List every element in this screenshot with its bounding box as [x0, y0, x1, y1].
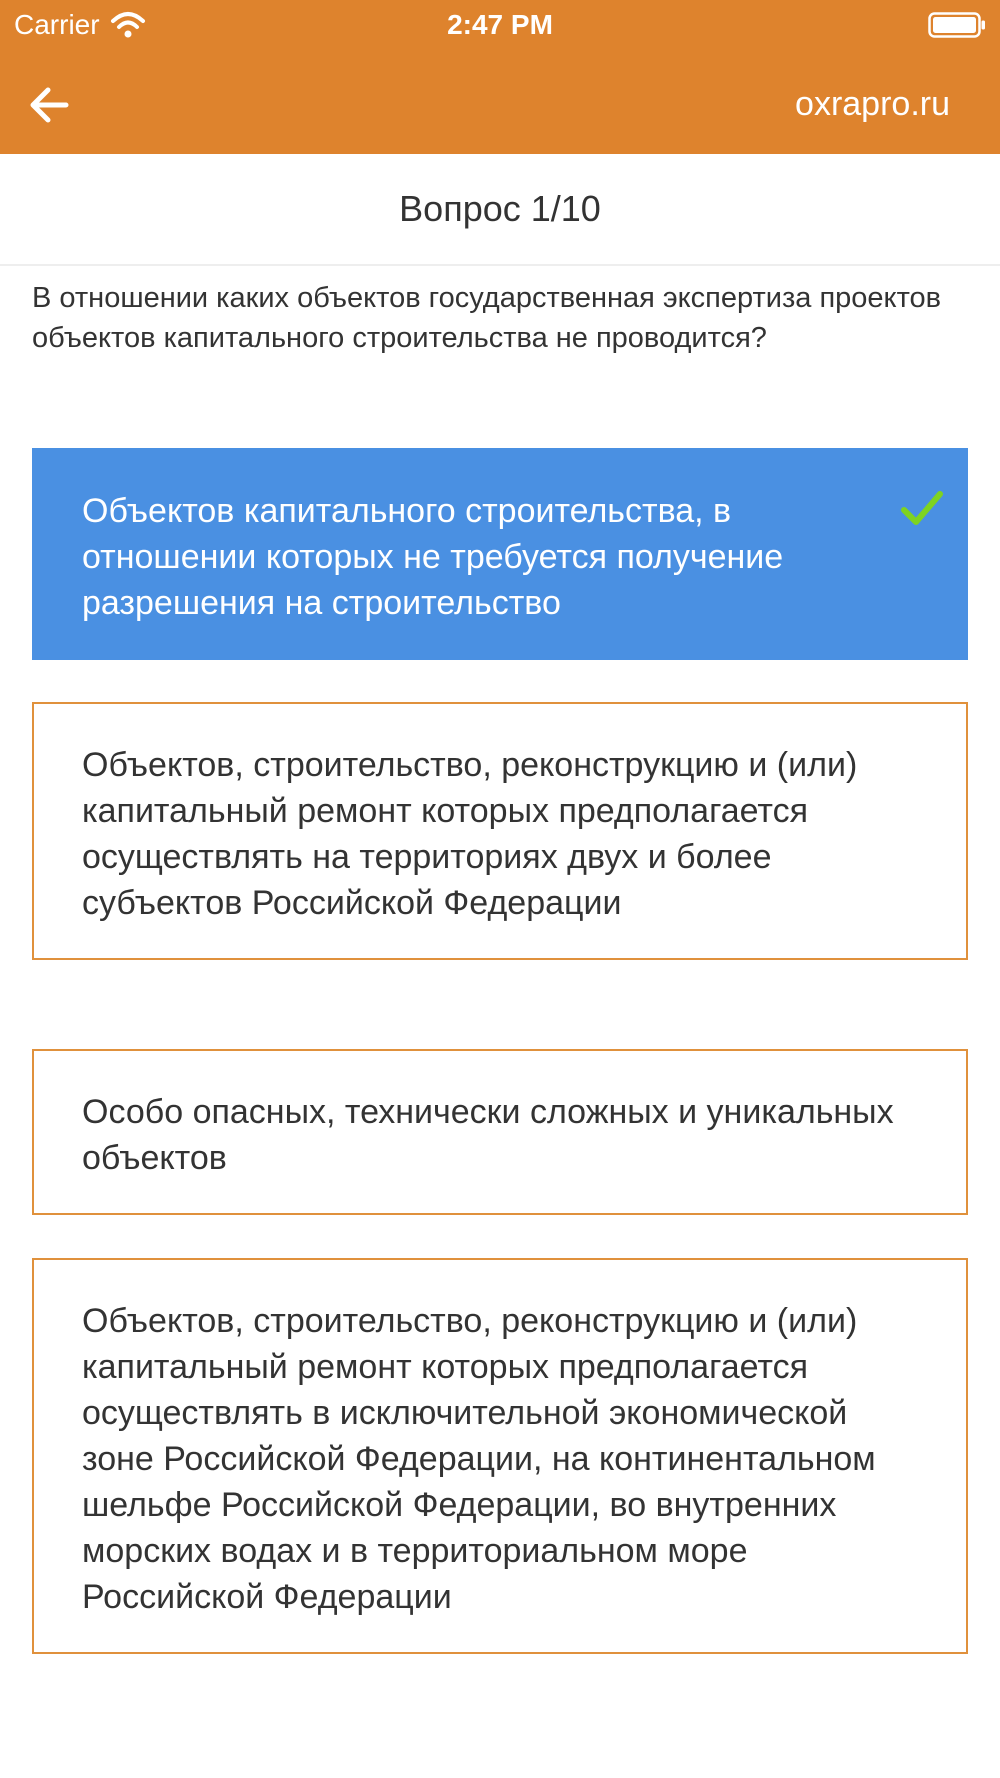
status-time: 2:47 PM: [447, 9, 553, 40]
site-link[interactable]: oxrapro.ru: [795, 85, 950, 123]
carrier-label: Carrier: [14, 9, 100, 40]
answer-text: Объектов, строительство, реконструкцию и (или) капитальный ремонт которых предполагается осуществлять в исключительной экономической зоне Российской Федерации, на континентальном шельфе Российской Федерации, во внутренних морских водах и в территориальном море Российской Федерации: [82, 1302, 876, 1616]
answer-text: Особо опасных, технически сложных и уникальных объектов: [82, 1093, 894, 1177]
checkmark-icon: [900, 488, 944, 528]
back-arrow-icon[interactable]: [26, 82, 72, 128]
battery-icon: [928, 12, 986, 38]
answer-option-1[interactable]: [32, 448, 968, 660]
answer-text: Объектов, строительство, реконструкцию и (или) капитальный ремонт которых предполагается осуществлять на территориях двух и более субъектов Российской Федерации: [82, 746, 858, 922]
answer-text: Объектов капитального строительства, в отношении которых не требуется получение разрешения на строительство: [82, 492, 784, 622]
answer-option-4[interactable]: [32, 1258, 968, 1654]
answer-option-2[interactable]: [32, 702, 968, 960]
question-text: В отношении каких объектов государственная экспертиза проектов объектов капитального строительства не проводится?: [32, 282, 942, 354]
answer-option-3[interactable]: [32, 1049, 968, 1215]
navigation-bar: [0, 0, 1000, 154]
question-counter: Вопрос 1/10: [0, 154, 1000, 266]
